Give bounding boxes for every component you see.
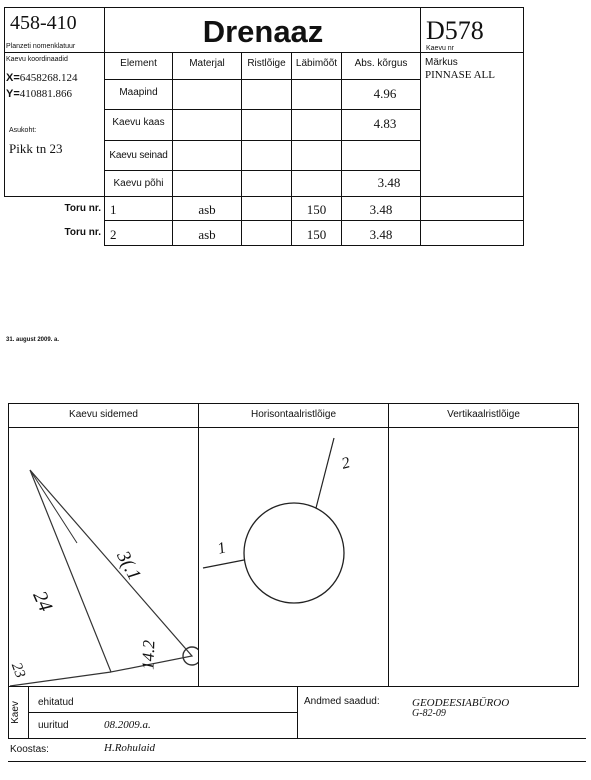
row-element: Maapind	[119, 87, 158, 98]
col-diameter: Läbimõõt	[295, 58, 338, 69]
well-label: Kaev	[9, 701, 21, 724]
y-label: Y=	[6, 88, 20, 100]
well-id-caption: Kaevu nr	[426, 45, 455, 52]
pipe-marker: 1	[215, 539, 228, 558]
row-element: Kaevu kaas	[112, 117, 165, 128]
distance-label: 24	[28, 587, 57, 615]
built-label: ehitatud	[38, 697, 74, 708]
row-abs: 4.96	[373, 86, 397, 101]
data-from-label: Andmed saadud:	[304, 696, 380, 707]
row-abs: 3.48	[377, 175, 401, 190]
row-element: Kaevu põhi	[113, 178, 164, 189]
pipe-nr: 2	[110, 227, 117, 242]
col-vertical-section: Vertikaalristlõige	[447, 409, 520, 420]
pipe-abs: 3.48	[369, 227, 393, 242]
col-element: Element	[120, 58, 157, 69]
page-title: Drenaaz	[202, 14, 324, 49]
row-abs: 4.83	[373, 116, 397, 131]
col-well-ties: Kaevu sidemed	[69, 409, 138, 420]
pipe-label: Toru nr.	[64, 227, 101, 238]
y-value: 410881.866	[19, 88, 73, 100]
distance-label: 14.2	[138, 639, 159, 671]
col-horizontal-section: Horisontaalristlõige	[250, 409, 337, 420]
distance-label: 23	[7, 660, 29, 681]
pipe-diameter: 150	[306, 202, 327, 217]
nomenclature-code: 458-410	[10, 12, 77, 34]
pipe-material: asb	[198, 202, 216, 217]
pipe-marker: 2	[339, 454, 352, 473]
well-id: D578	[426, 16, 484, 45]
nomenclature-caption: Planzeti nomenklatuur	[6, 43, 76, 50]
x-value: 6458268.124	[19, 72, 78, 84]
remarks-header: Märkus	[425, 57, 458, 68]
compiled-value: H.Rohulaid	[104, 742, 156, 754]
surveyed-label: uuritud	[38, 720, 69, 731]
location-value: Pikk tn 23	[9, 141, 63, 156]
pipe-material: asb	[198, 227, 216, 242]
well-ties-sketch	[9, 428, 198, 686]
col-material: Materjal	[189, 58, 225, 69]
data-from-code: G-82-09	[412, 708, 446, 719]
x-label: X=	[6, 72, 20, 84]
surveyed-value: 08.2009.a.	[104, 719, 151, 731]
col-abs-height: Abs. kõrgus	[354, 58, 408, 69]
horizontal-section-sketch	[199, 428, 388, 686]
distance-label: 3(.1	[112, 547, 145, 584]
pipe-diameter: 150	[306, 227, 327, 242]
coords-caption: Kaevu koordinaadid	[6, 56, 68, 63]
pipe-abs: 3.48	[369, 202, 393, 217]
col-cross-section: Ristlõige	[247, 58, 286, 69]
compiled-label: Koostas:	[10, 744, 49, 755]
data-from-org: GEODEESIABÜROO	[412, 697, 510, 709]
location-caption: Asukoht:	[9, 127, 37, 134]
remarks-value: PINNASE ALL	[425, 69, 495, 81]
row-element: Kaevu seinad	[109, 150, 168, 161]
pipe-nr: 1	[110, 202, 117, 217]
pipe-label: Toru nr.	[64, 203, 101, 214]
date-text: 31. august 2009. a.	[6, 337, 60, 343]
